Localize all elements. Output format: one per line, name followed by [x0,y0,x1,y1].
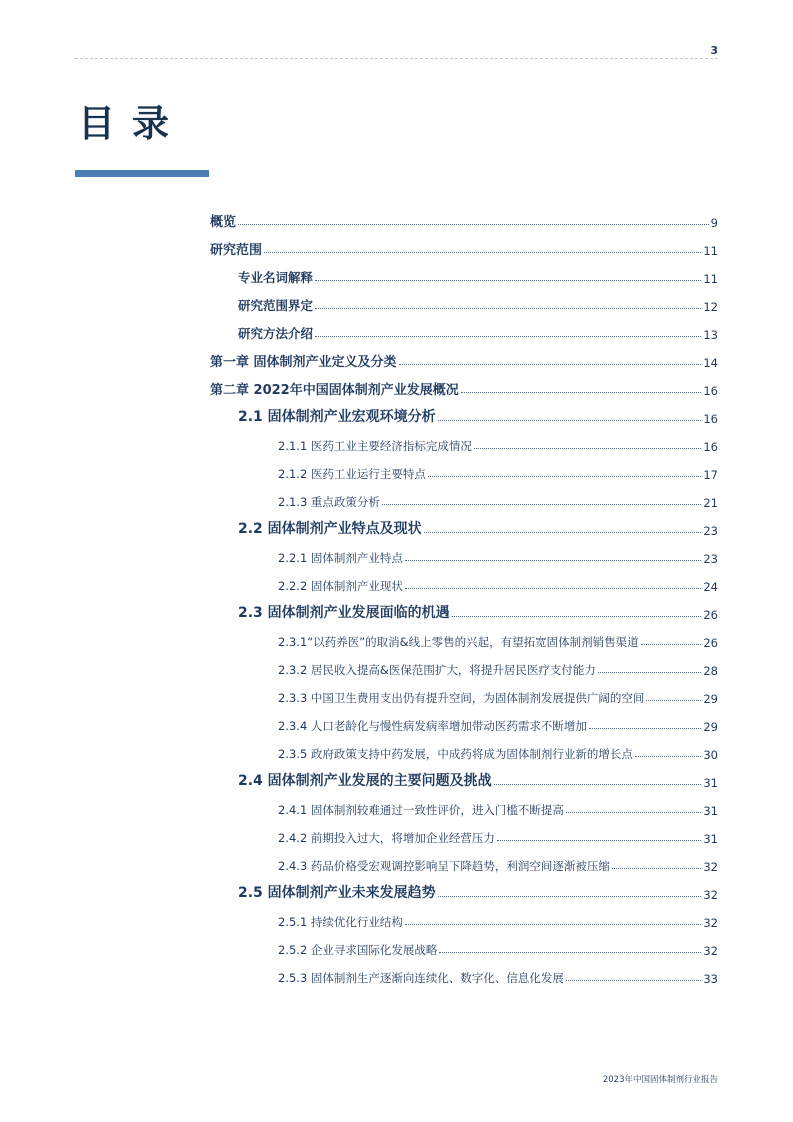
toc-entry-overview[interactable] [210,210,718,230]
toc-entry-text: 2.5.3 固体制剂生产逐渐向连续化、数字化、信息化发展 [278,971,564,985]
toc-entry-2-3-1[interactable] [278,630,718,650]
toc-entry-text: 2.5 固体制剂产业未来发展趋势 [238,885,436,901]
page-number: 3 [710,44,718,57]
toc-entry-text: 2.1.1 医药工业主要经济指标完成情况 [278,439,472,453]
toc-page-number: 16 [703,440,718,454]
toc-page-number: 13 [703,328,718,342]
header-divider [75,58,718,59]
toc-leader-dots [424,532,702,533]
toc-entry-text: 2.4.2 前期投入过大，将增加企业经营压力 [278,831,495,845]
toc-entry-text: 2.2 固体制剂产业特点及现状 [238,521,422,537]
toc-page-number: 16 [703,412,718,426]
toc-leader-dots [589,728,701,729]
toc-leader-dots [598,672,701,673]
toc-entry-text: 概览 [210,215,237,230]
toc-entry-2-5-1[interactable] [278,910,718,930]
toc-entry-text: 2.3 固体制剂产业发展面临的机遇 [238,605,450,621]
toc-entry-2-4-2[interactable] [278,826,718,846]
toc-entry-2-2-2[interactable] [278,574,718,594]
toc-page-number: 26 [703,636,718,650]
footer-report-title: 2023年中国固体制剂行业报告 [602,1075,718,1085]
toc-page-number: 31 [703,832,718,846]
toc-entry-2-1-3[interactable] [278,490,718,510]
toc-entry-text: 2.3.2 居民收入提高&医保范围扩大，将提升居民医疗支付能力 [278,663,596,677]
toc-entry-text: 研究方法介绍 [238,326,314,341]
toc-entry-2-3-5[interactable] [278,742,718,762]
toc-entry-2-5-2[interactable] [278,938,718,958]
toc-entry-2-5-3[interactable] [278,966,718,986]
toc-leader-dots [612,868,701,869]
toc-leader-dots [641,644,702,645]
toc-entry-text: 2.3.4 人口老龄化与慢性病发病率增加带动医药需求不断增加 [278,719,587,733]
toc-page-number: 21 [703,496,718,510]
toc-page-number: 28 [703,664,718,678]
toc-leader-dots [438,896,702,897]
page-title: 目录 [78,101,186,145]
toc-leader-dots [566,812,701,813]
toc-page-number: 23 [703,552,718,566]
toc-entry-2-3-2[interactable] [278,658,718,678]
toc-entry-text: 2.1.3 重点政策分析 [278,495,380,509]
toc-entry-research-scope[interactable] [210,238,718,258]
toc-leader-dots [494,784,702,785]
toc-entry-text: 2.3.3 中国卫生费用支出仍有提升空间，为固体制剂发展提供广阔的空间 [278,691,645,705]
toc-page-number: 32 [703,916,718,930]
toc-entry-text: 2.3.5 政府政策支持中药发展，中成药将成为固体制剂行业新的增长点 [278,747,633,761]
toc-page-number: 12 [703,300,718,314]
toc-page-number: 11 [703,244,718,258]
toc-page-number: 9 [710,216,718,230]
toc-leader-dots [315,336,701,337]
toc-leader-dots [474,448,701,449]
toc-leader-dots [438,420,702,421]
toc-entry-text: 2.4 固体制剂产业发展的主要问题及挑战 [238,773,492,789]
toc-entry-text: 2.5.2 企业寻求国际化发展战略 [278,943,438,957]
toc-leader-dots [461,392,702,393]
toc-entry-chapter-1[interactable] [210,350,718,370]
toc-page-number: 32 [703,888,718,902]
toc-entry-text: 研究范围界定 [238,298,314,313]
toc-entry-2-1-2[interactable] [278,462,718,482]
toc-leader-dots [566,980,701,981]
toc-page-number: 33 [703,972,718,986]
toc-entry-2-1-1[interactable] [278,434,718,454]
toc-page-number: 32 [703,944,718,958]
toc-leader-dots [382,504,701,505]
toc-page-number: 11 [703,272,718,286]
toc-page-number: 32 [703,860,718,874]
toc-page-number: 26 [703,608,718,622]
toc-entry-text: 2.3.1“以药养医”的取消&线上零售的兴起，有望拓宽固体制剂销售渠道 [278,635,639,649]
toc-entry-text: 2.1 固体制剂产业宏观环境分析 [238,409,436,425]
toc-leader-dots [315,280,701,281]
toc-entry-2-3-3[interactable] [278,686,718,706]
toc-page-number: 31 [703,804,718,818]
toc-leader-dots [399,364,702,365]
toc-leader-dots [439,952,701,953]
toc-entry-text: 第一章 固体制剂产业定义及分类 [210,355,397,370]
title-underline-bar [75,170,209,177]
toc-entry-text: 2.2.1 固体制剂产业特点 [278,551,403,565]
toc-entry-methodology[interactable] [238,322,718,342]
toc-entry-text: 2.2.2 固体制剂产业现状 [278,579,403,593]
toc-entry-2-4-1[interactable] [278,798,718,818]
toc-leader-dots [452,616,702,617]
toc-leader-dots [428,476,701,477]
toc-entry-text: 2.5.1 持续优化行业结构 [278,915,403,929]
toc-page-number: 29 [703,720,718,734]
toc-entry-text: 研究范围 [210,243,263,258]
toc-entry-chapter-2[interactable] [210,378,718,398]
toc-page-number: 30 [703,748,718,762]
toc-entry-section-2-1[interactable] [238,406,718,426]
toc-entry-section-2-5[interactable] [238,882,718,902]
toc-entry-scope-definition[interactable] [238,294,718,314]
toc-entry-2-3-4[interactable] [278,714,718,734]
toc-entry-text: 2.1.2 医药工业运行主要特点 [278,467,426,481]
toc-entry-section-2-2[interactable] [238,518,718,538]
toc-page-number: 24 [703,580,718,594]
toc-entry-2-2-1[interactable] [278,546,718,566]
toc-leader-dots [635,756,701,757]
toc-page-number: 29 [703,692,718,706]
toc-leader-dots [238,224,709,225]
toc-entry-glossary[interactable] [238,266,718,286]
toc-page-number: 31 [703,776,718,790]
toc-entry-text: 2.4.1 固体制剂较难通过一致性评价，进入门槛不断提高 [278,803,564,817]
toc-page-number: 16 [703,384,718,398]
toc-entry-text: 第二章 2022年中国固体制剂产业发展概况 [210,383,459,398]
toc-entry-text: 专业名词解释 [238,270,314,285]
toc-leader-dots [405,924,701,925]
toc-page-number: 23 [703,524,718,538]
toc-page-number: 17 [703,468,718,482]
toc-leader-dots [405,560,701,561]
toc-page-number: 14 [703,356,718,370]
toc-leader-dots [646,700,701,701]
toc-leader-dots [405,588,701,589]
toc-leader-dots [264,252,701,253]
toc-entry-section-2-4[interactable] [238,770,718,790]
toc-entry-text: 2.4.3 药品价格受宏观调控影响呈下降趋势，利润空间逐渐被压缩 [278,859,610,873]
toc-leader-dots [497,840,701,841]
toc-entry-2-4-3[interactable] [278,854,718,874]
toc-leader-dots [315,308,701,309]
toc-entry-section-2-3[interactable] [238,602,718,622]
